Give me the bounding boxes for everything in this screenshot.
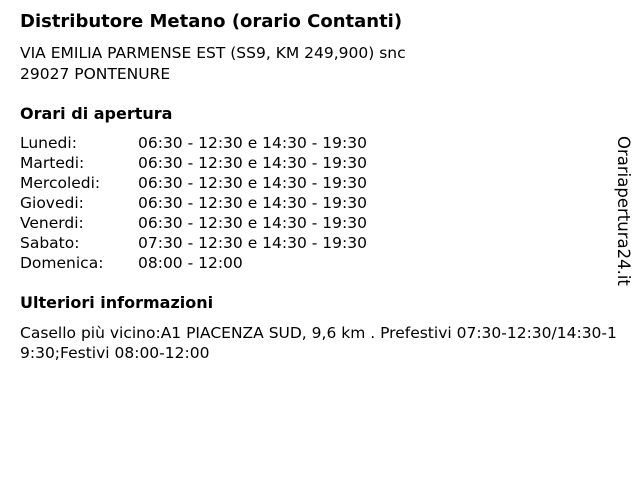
address-city: 29027 PONTENURE xyxy=(20,65,171,83)
watermark xyxy=(610,136,638,310)
day-hours: 06:30 - 12:30 e 14:30 - 19:30 xyxy=(138,194,367,212)
day-hours: 06:30 - 12:30 e 14:30 - 19:30 xyxy=(138,154,367,172)
opening-hours-table xyxy=(20,133,440,273)
watermark-text: Orariapertura24.it xyxy=(614,136,633,286)
additional-info-text: Casello più vicino:A1 PIACENZA SUD, 9,6 km . Prefestivi 07:30-12:30/14:30-19:30;Festivi 08:00-12:00 xyxy=(20,324,617,362)
day-label: Martedi: xyxy=(20,154,85,172)
day-hours: 06:30 - 12:30 e 14:30 - 19:30 xyxy=(138,214,367,232)
day-label: Lunedi: xyxy=(20,134,77,152)
hours-row-sunday xyxy=(20,253,440,273)
hours-row-wednesday xyxy=(20,173,440,193)
address-street: VIA EMILIA PARMENSE EST (SS9, KM 249,900) snc xyxy=(20,44,406,62)
day-label: Giovedi: xyxy=(20,194,84,212)
page-title: Distributore Metano (orario Contanti) xyxy=(20,11,403,32)
day-label: Mercoledi: xyxy=(20,174,101,192)
day-label: Venerdi: xyxy=(20,214,84,232)
hours-row-tuesday xyxy=(20,153,440,173)
additional-info-heading: Ulteriori informazioni xyxy=(20,293,214,312)
day-hours: 08:00 - 12:00 xyxy=(138,254,243,272)
day-hours: 07:30 - 12:30 e 14:30 - 19:30 xyxy=(138,234,367,252)
hours-row-saturday xyxy=(20,233,440,253)
day-label: Sabato: xyxy=(20,234,80,252)
day-hours: 06:30 - 12:30 e 14:30 - 19:30 xyxy=(138,174,367,192)
hours-row-friday xyxy=(20,213,440,233)
hours-row-thursday xyxy=(20,193,440,213)
hours-row-monday xyxy=(20,133,440,153)
opening-hours-heading: Orari di apertura xyxy=(20,104,173,123)
day-hours: 06:30 - 12:30 e 14:30 - 19:30 xyxy=(138,134,367,152)
day-label: Domenica: xyxy=(20,254,104,272)
